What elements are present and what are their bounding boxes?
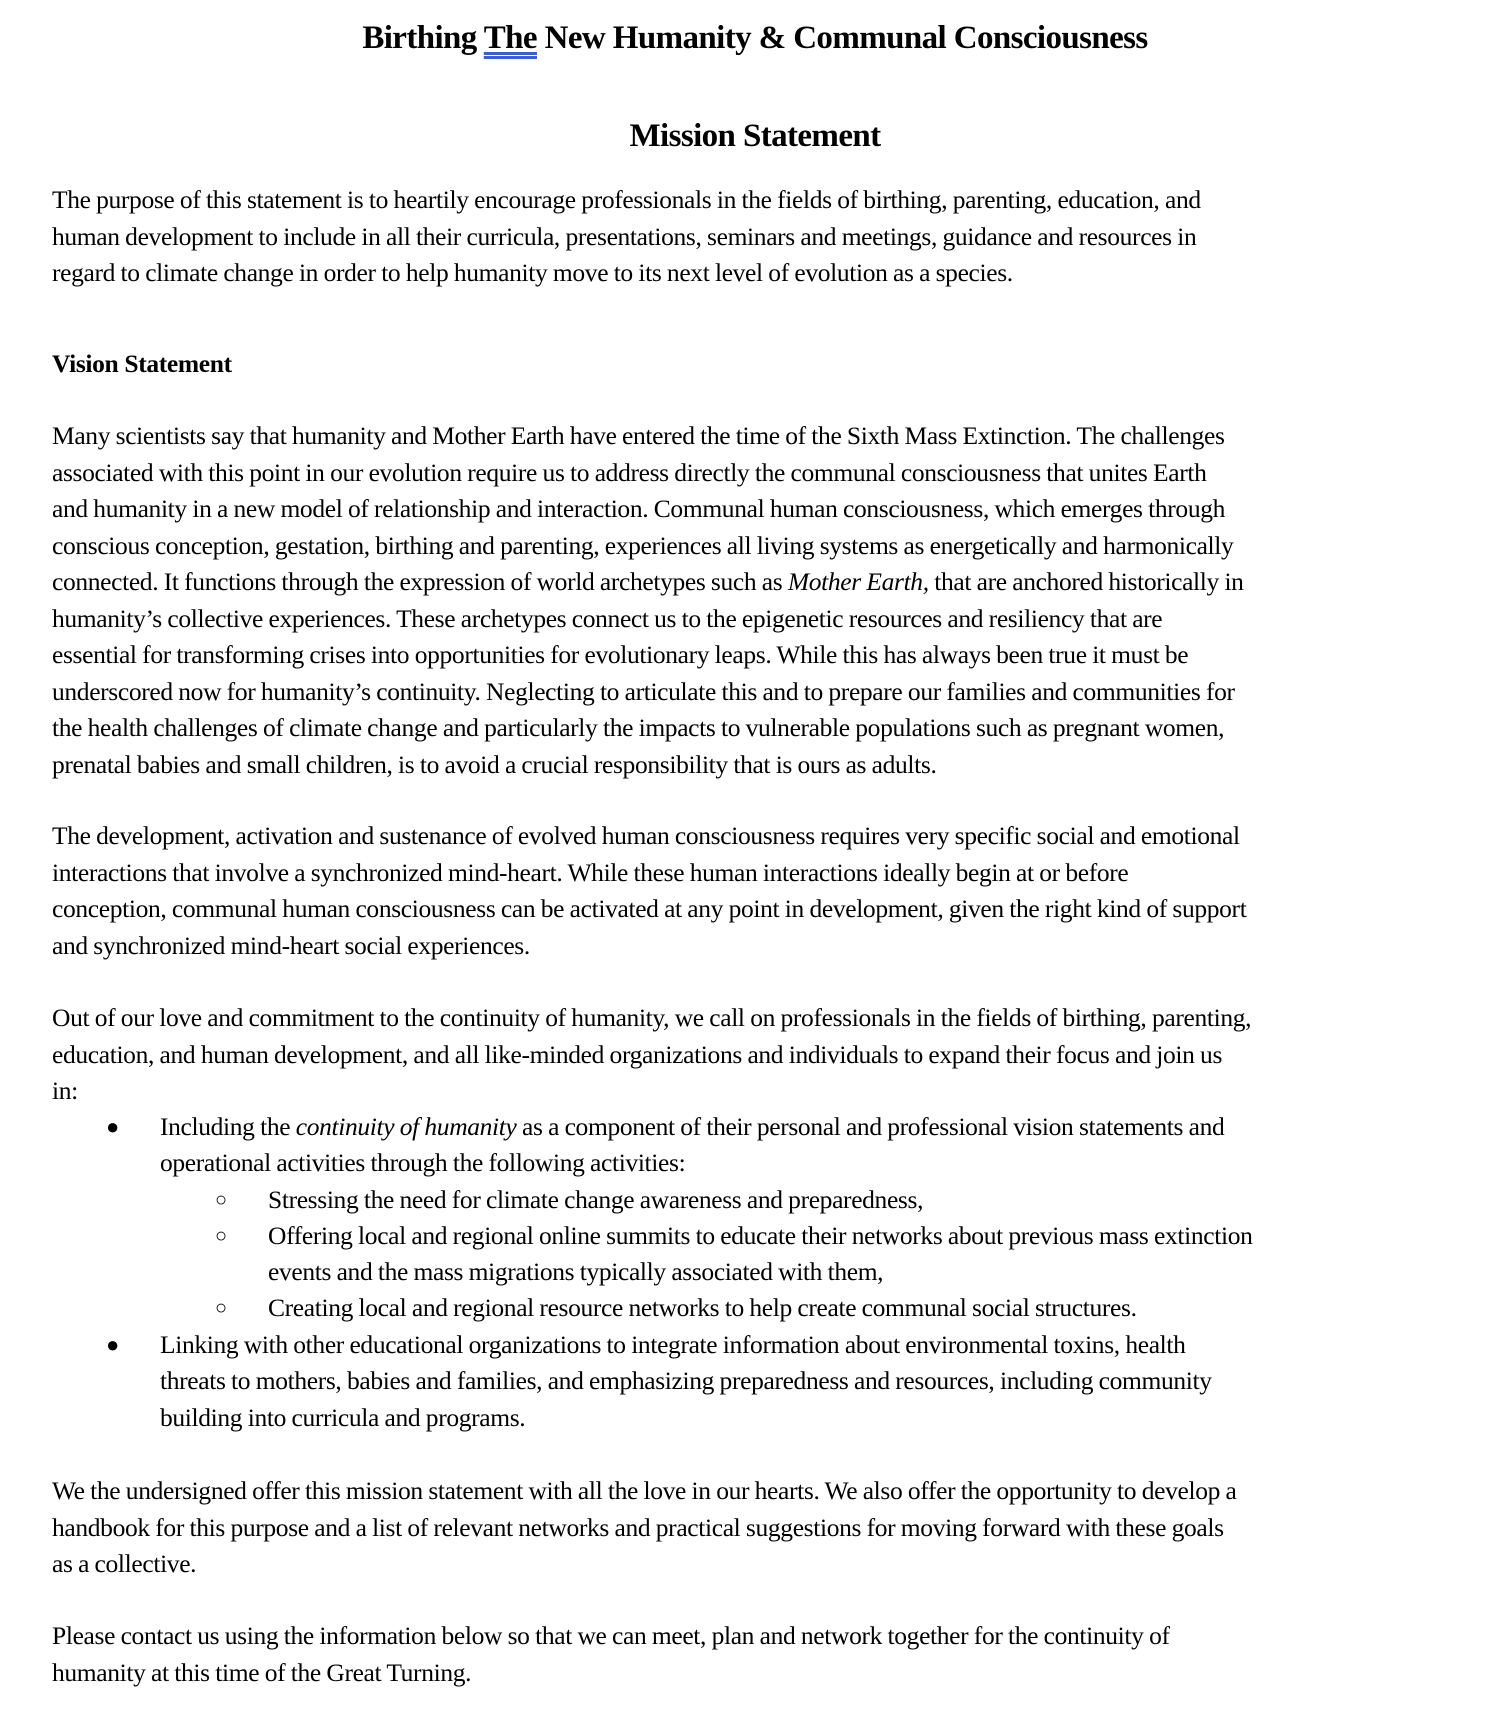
paragraph-line: handbook for this purpose and a list of relevant networks and practical suggestions for moving forward with these goals xyxy=(52,1512,1224,1542)
list-item-text: Linking with other educational organizations to integrate information about environmental toxins, health xyxy=(160,1330,1186,1359)
paragraph-line: Out of our love and commitment to the continuity of humanity, we call on professionals in the fields of birthing, parenting, xyxy=(52,1003,1252,1032)
bullet-icon: ● xyxy=(106,1332,119,1357)
title-text-after: New Humanity & Communal Consciousness xyxy=(536,20,1148,56)
undersigned-paragraph xyxy=(52,1473,1472,1583)
line-text: connected. It functions through the expression of world archetypes such as xyxy=(52,567,788,596)
list-item-text: Creating local and regional resource networks to help create communal social structures. xyxy=(268,1293,1137,1322)
paragraph-line: education, and human development, and all like-minded organizations and individuals to expand their focus and join us xyxy=(52,1039,1223,1069)
title-text-before: Birthing xyxy=(362,20,484,56)
paragraph-line: humanity at this time of the Great Turning. xyxy=(52,1657,472,1687)
hollow-bullet-icon: ○ xyxy=(215,1297,227,1319)
vision-heading: Vision Statement xyxy=(52,349,232,378)
hollow-bullet-icon: ○ xyxy=(215,1189,227,1211)
document-title xyxy=(0,20,1510,57)
hollow-bullet-icon: ○ xyxy=(215,1225,227,1247)
paragraph-line: interactions that involve a synchronized mind-heart. While these human interactions ideally begin at or before xyxy=(52,857,1129,887)
list-item-text: threats to mothers, babies and families, and emphasizing preparedness and resources, including community xyxy=(160,1366,1212,1395)
paragraph-line: conception, communal human consciousness can be activated at any point in development, given the right kind of support xyxy=(52,894,1247,923)
line-text: that are anchored historically in xyxy=(928,567,1244,596)
paragraph-line: conscious conception, gestation, birthing and parenting, experiences all living systems as energetically and harmonically xyxy=(52,530,1234,560)
vision-paragraph xyxy=(52,418,1472,783)
list-item-text: Offering local and regional online summits to educate their networks about previous mass extinction xyxy=(268,1221,1253,1250)
line-text: as a component of their personal and professional vision statements and xyxy=(516,1112,1225,1141)
paragraph-line: as a collective. xyxy=(52,1549,197,1578)
list-item-text: operational activities through the following activities: xyxy=(160,1148,686,1177)
list-item-text: building into curricula and programs. xyxy=(160,1403,526,1432)
purpose-paragraph xyxy=(52,182,1472,292)
list-item-text xyxy=(160,1109,1224,1146)
paragraph-line: humanity’s collective experiences. These archetypes connect us to the epigenetic resources and resiliency that are xyxy=(52,603,1163,633)
contact-paragraph xyxy=(52,1618,1472,1691)
paragraph-line: essential for transforming crises into opportunities for evolutionary leaps. While this has always been true it must be xyxy=(52,640,1189,669)
bullet-icon: ● xyxy=(106,1114,119,1139)
italic-phrase: continuity of humanity xyxy=(295,1112,517,1141)
paragraph-line: and synchronized mind-heart social experiences. xyxy=(52,930,530,960)
paragraph-line: The development, activation and sustenance of evolved human consciousness requires very specific social and emotional xyxy=(52,821,1240,850)
paragraph-line: prenatal babies and small children, is to avoid a crucial responsibility that is ours as adults. xyxy=(52,749,937,779)
paragraph-line: human development to include in all their curricula, presentations, seminars and meetings, guidance and resources in xyxy=(52,221,1197,251)
paragraph-line: Many scientists say that humanity and Mother Earth have entered the time of the Sixth Mass Extinction. The challenges xyxy=(52,421,1225,450)
line-text: Including the xyxy=(160,1112,296,1141)
paragraph-line xyxy=(52,564,1472,601)
paragraph-line: Please contact us using the information below so that we can meet, plan and network together for the continuity of xyxy=(52,1621,1170,1650)
paragraph-line: associated with this point in our evolution require us to address directly the communal consciousness that unites Earth xyxy=(52,457,1207,487)
paragraph-line: the health challenges of climate change and particularly the impacts to vulnerable populations such as pregnant women, xyxy=(52,713,1225,742)
paragraph-line: We the undersigned offer this mission statement with all the love in our hearts. We also offer the opportunity to develop a xyxy=(52,1476,1237,1505)
italic-phrase: Mother Earth, xyxy=(787,567,929,596)
list-item-text: Stressing the need for climate change awareness and preparedness, xyxy=(268,1185,924,1214)
paragraph-line: The purpose of this statement is to heartily encourage professionals in the fields of birthing, parenting, education, and xyxy=(52,185,1201,214)
grammar-marked-word[interactable]: The xyxy=(483,20,537,56)
development-paragraph xyxy=(52,818,1472,964)
paragraph-line: underscored now for humanity’s continuity. Neglecting to articulate this and to prepare our families and communities for xyxy=(52,676,1235,706)
call-paragraph xyxy=(52,1000,1472,1110)
paragraph-line: regard to climate change in order to help humanity move to its next level of evolution as a species. xyxy=(52,258,1013,287)
paragraph-line: and humanity in a new model of relationship and interaction. Communal human consciousness, which emerges through xyxy=(52,494,1226,523)
paragraph-line: in: xyxy=(52,1076,78,1105)
document-subtitle: Mission Statement xyxy=(629,118,881,154)
list-item-text: events and the mass migrations typically associated with them, xyxy=(268,1257,884,1286)
